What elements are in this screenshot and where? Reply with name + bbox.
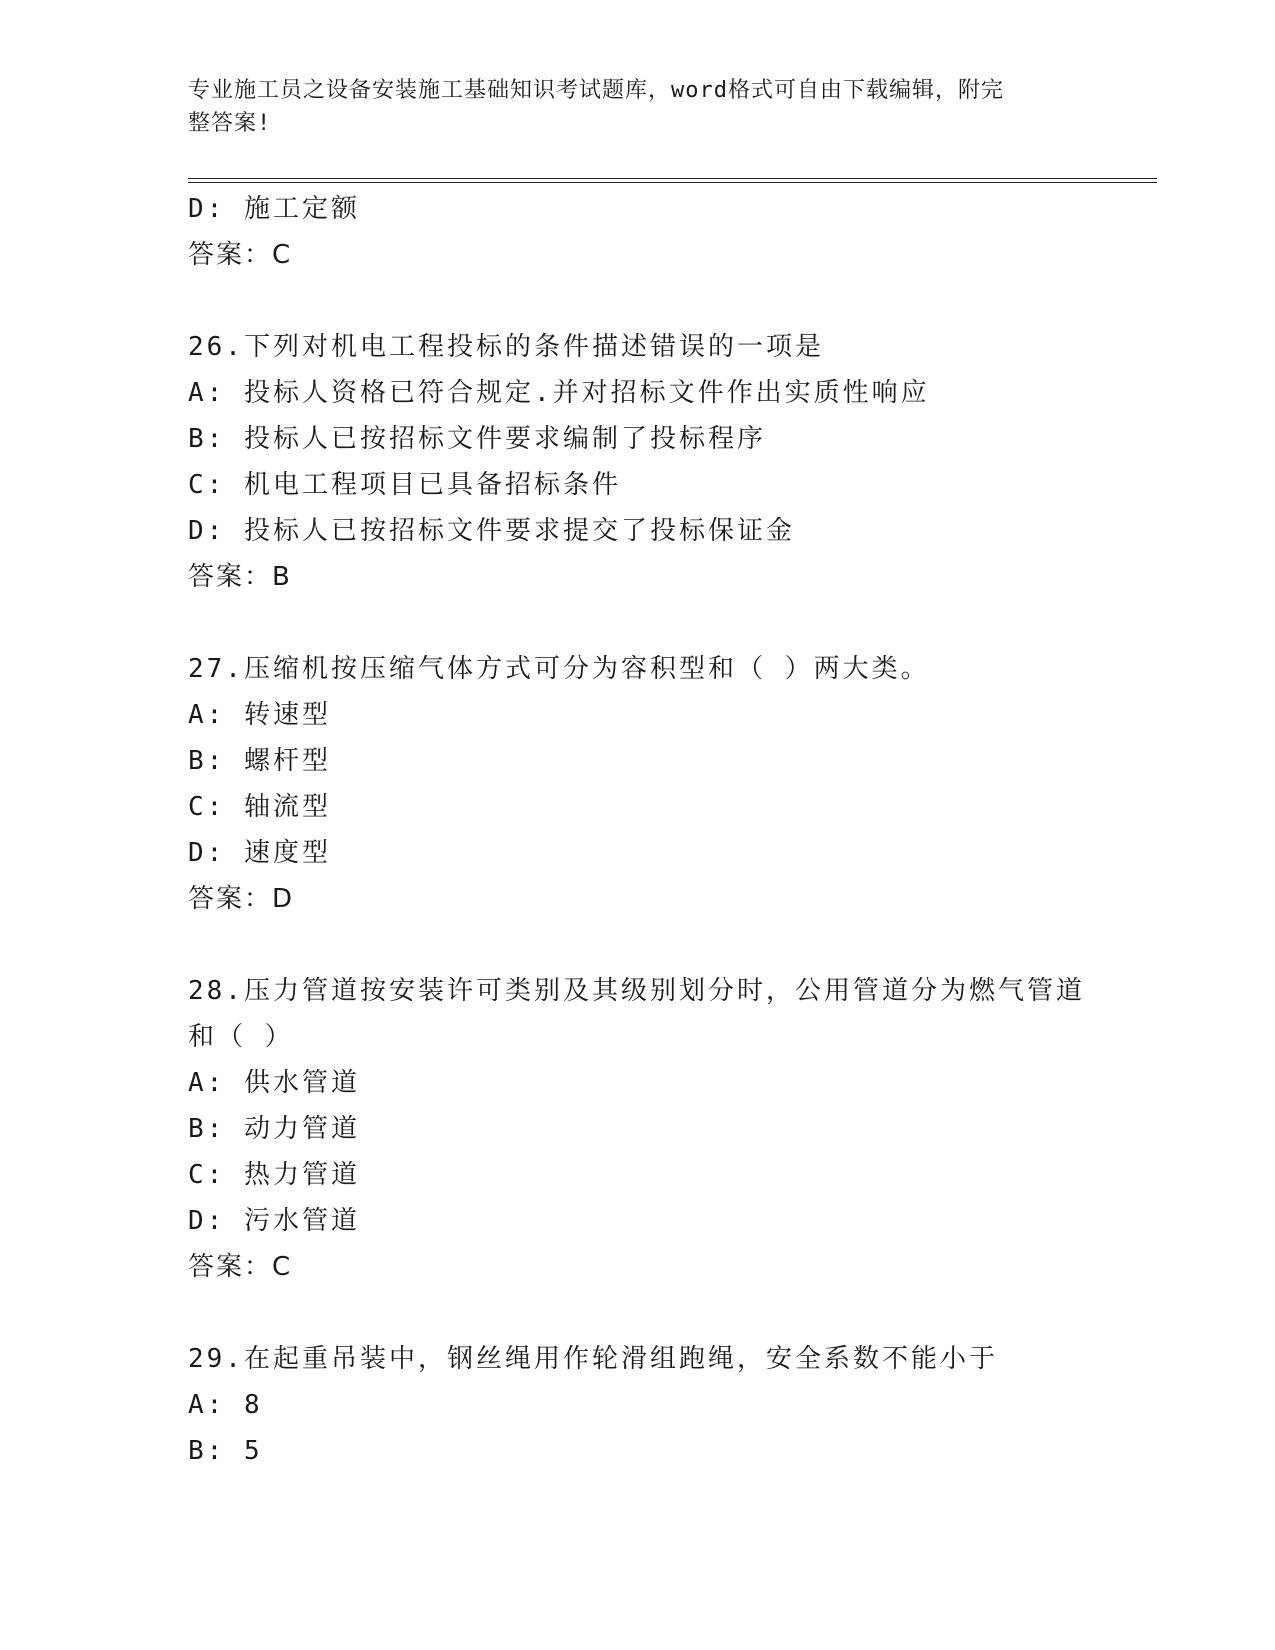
- spacer: [188, 922, 1088, 968]
- answer-label: 答案：: [188, 884, 273, 914]
- option-c: C: 机电工程项目已具备招标条件: [188, 470, 621, 500]
- option-d: D: 投标人已按招标文件要求提交了投标保证金: [188, 516, 795, 546]
- option-b: B: 螺杆型: [188, 746, 331, 776]
- question-list: [188, 186, 1088, 1474]
- document-header-note: [188, 74, 1088, 140]
- answer-label: 答案：: [188, 240, 273, 270]
- answer-label: 答案：: [188, 1252, 273, 1282]
- answer-value: C: [272, 240, 291, 270]
- question-stem: 27.压缩机按压缩气体方式可分为容积型和（ ）两大类。: [188, 654, 930, 684]
- answer-value: B: [272, 562, 290, 592]
- option-a: A: 投标人资格已符合规定.并对招标文件作出实质性响应: [188, 378, 930, 408]
- answer-line: [188, 232, 1088, 278]
- option-b: B: 动力管道: [188, 1114, 360, 1144]
- option-b: B: 投标人已按招标文件要求编制了投标程序: [188, 424, 766, 454]
- option-a: A: 8: [188, 1390, 263, 1420]
- spacer: [188, 600, 1088, 646]
- option-c: C: 轴流型: [188, 792, 331, 822]
- question-stem-continued: 和（ ）: [188, 1022, 294, 1052]
- option-a: A: 供水管道: [188, 1068, 360, 1098]
- header-divider: [188, 178, 1157, 183]
- option-a: A: 转速型: [188, 700, 331, 730]
- option-d: D: 速度型: [188, 838, 331, 868]
- answer-line: [188, 1244, 1088, 1290]
- answer-label: 答案：: [188, 562, 273, 592]
- question-stem: 28.压力管道按安装许可类别及其级别划分时，公用管道分为燃气管道: [188, 976, 1085, 1006]
- header-line-1: 专业施工员之设备安装施工基础知识考试题库，word格式可自由下载编辑，附完: [188, 78, 1004, 103]
- answer-line: [188, 876, 1088, 922]
- spacer: [188, 278, 1088, 324]
- answer-value: D: [272, 884, 293, 914]
- option-d: D: 污水管道: [188, 1206, 360, 1236]
- question-stem: 29.在起重吊装中，钢丝绳用作轮滑组跑绳，安全系数不能小于: [188, 1344, 998, 1374]
- answer-line: [188, 554, 1088, 600]
- answer-value: C: [272, 1252, 291, 1282]
- header-line-2: 整答案!: [188, 111, 272, 136]
- spacer: [188, 1290, 1088, 1336]
- option-b: B: 5: [188, 1436, 263, 1466]
- option-c: C: 热力管道: [188, 1160, 360, 1190]
- option-d: D: 施工定额: [188, 194, 360, 224]
- question-stem: 26.下列对机电工程投标的条件描述错误的一项是: [188, 332, 824, 362]
